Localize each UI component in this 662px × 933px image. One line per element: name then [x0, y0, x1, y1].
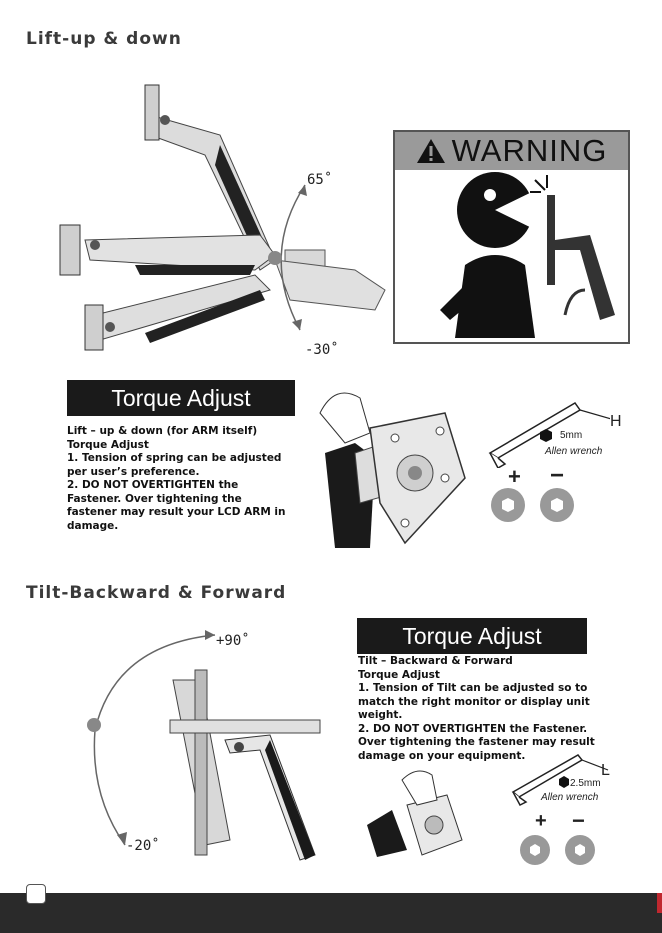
torque1-line-5: 2. DO NOT OVERTIGHTEN the: [67, 479, 239, 491]
torque1-line-2: Torque Adjust: [67, 438, 149, 451]
tool-size-2-5mm: 2.5mm: [570, 778, 601, 789]
minus-sign-1: −: [550, 462, 565, 489]
torque2-line-1: Tilt – Backward & Forward: [358, 655, 513, 667]
lift-angle-down-label: -30˚: [305, 342, 339, 358]
torque-adjust-banner-2: Torque Adjust: [357, 618, 587, 654]
torque1-line-6: Fastener. Over tightening the: [67, 492, 242, 505]
tool-letter-l: L: [601, 762, 610, 779]
torque1-line-4: per user’s preference.: [67, 465, 200, 478]
tilt-illustration: [55, 625, 335, 865]
lift-arm-illustration: [55, 75, 395, 365]
torque2-line-5: weight.: [358, 709, 403, 721]
torque-adjust-text-2: [358, 655, 595, 763]
torque2-line-4: match the right monitor or display unit: [358, 695, 590, 708]
lift-section-title: Lift-up & down: [26, 29, 182, 49]
tool-name-2: Allen wrench: [541, 792, 599, 803]
torque-adjust-banner-1: Torque Adjust: [67, 380, 295, 416]
warning-header: [395, 132, 628, 170]
torque2-line-6: 2. DO NOT OVERTIGHTEN the Fastener.: [358, 722, 588, 735]
mount-plate-illustration-2: [362, 765, 482, 860]
torque1-line-8: damage.: [67, 519, 119, 532]
tool-letter-h: H: [610, 413, 622, 430]
tilt-section-title: Tilt-Backward & Forward: [26, 583, 287, 603]
warning-illustration: [395, 170, 624, 338]
tilt-angle-up-label: +90˚: [216, 633, 250, 649]
torque2-line-2: Torque Adjust: [358, 668, 440, 681]
plus-sign-2: +: [535, 810, 547, 832]
edge-tab: [657, 893, 662, 913]
lift-angle-up-label: 65˚: [307, 172, 333, 188]
torque-adjust-text-1: [67, 425, 286, 533]
mount-plate-illustration-1: [315, 383, 475, 553]
warning-triangle-icon: [416, 138, 446, 164]
torque1-line-7: fastener may result your LCD ARM in: [67, 506, 286, 518]
torque2-line-3: 1. Tension of Tilt can be adjusted so to: [358, 682, 588, 694]
page-footer-bar: [0, 893, 662, 933]
tool-size-5mm: 5mm: [560, 430, 583, 441]
tool-name-1: Allen wrench: [545, 446, 603, 457]
tilt-angle-down-label: -20˚: [126, 838, 160, 854]
torque2-line-7: Over tightening the fastener may result: [358, 736, 595, 748]
page-number-box: [26, 884, 46, 904]
warning-panel: [393, 130, 630, 344]
allen-wrench-h-icon: [480, 398, 610, 468]
warning-label: WARNING: [451, 133, 608, 168]
torque1-line-1: Lift – up & down (for ARM itself): [67, 425, 258, 437]
torque2-line-8: damage on your equipment.: [358, 749, 526, 762]
minus-sign-2: −: [572, 808, 585, 833]
plus-sign-1: +: [508, 464, 521, 489]
torque1-line-3: 1. Tension of spring can be adjusted: [67, 452, 282, 464]
